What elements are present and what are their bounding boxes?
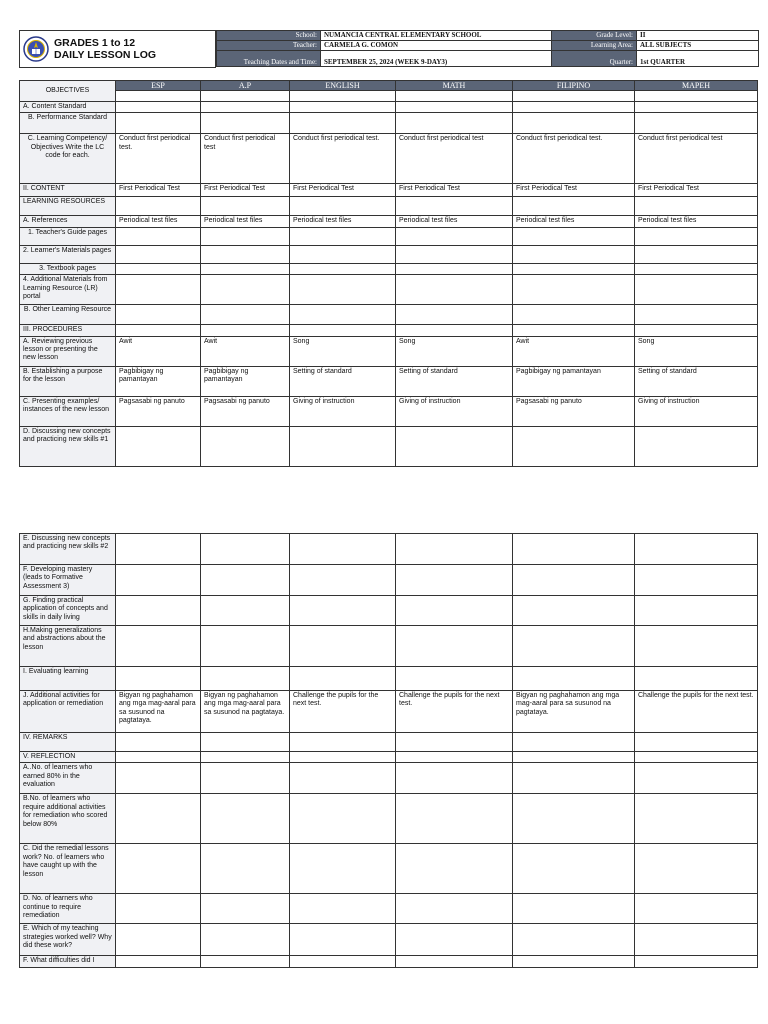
table-row — [20, 184, 758, 197]
document-title — [54, 37, 156, 61]
cell-ap: Pagsasabi ng panuto — [201, 396, 290, 426]
cell-english: Song — [290, 336, 396, 366]
cell-ap — [201, 667, 290, 691]
table-row — [20, 667, 758, 691]
cell-esp — [116, 763, 201, 794]
grade-level-value: II — [637, 31, 759, 41]
row-label: II. CONTENT — [20, 184, 116, 197]
cell-math: Song — [396, 336, 513, 366]
row-label: 3. Textbook pages — [20, 263, 116, 274]
cell-mapeh — [635, 245, 758, 263]
cell-english — [290, 844, 396, 894]
cell-filipino — [513, 197, 635, 216]
cell-mapeh: Challenge the pupils for the next test. — [635, 691, 758, 733]
cell-mapeh — [635, 667, 758, 691]
quarter-label: Quarter: — [552, 51, 637, 67]
subject-header-mapeh: MAPEH — [635, 81, 758, 91]
cell-filipino — [513, 325, 635, 336]
cell-ap — [201, 426, 290, 466]
cell-ap — [201, 102, 290, 113]
cell-esp — [116, 956, 201, 967]
table-row — [20, 197, 758, 216]
cell-filipino — [513, 426, 635, 466]
header-title-box — [19, 30, 216, 68]
cell-filipino: First Periodical Test — [513, 184, 635, 197]
cell-filipino — [513, 263, 635, 274]
cell-ap — [201, 113, 290, 134]
header-meta-table — [216, 30, 759, 67]
cell-english — [290, 733, 396, 752]
cell-filipino — [513, 227, 635, 245]
table-row — [20, 245, 758, 263]
cell-mapeh — [635, 956, 758, 967]
cell-esp: Pagsasabi ng panuto — [116, 396, 201, 426]
cell-filipino — [513, 102, 635, 113]
cell-ap — [201, 305, 290, 325]
cell-esp — [116, 894, 201, 924]
cell-mapeh — [635, 626, 758, 667]
cell-esp: Pagbibigay ng pamantayan — [116, 366, 201, 396]
cell-filipino — [513, 626, 635, 667]
table-row — [20, 113, 758, 134]
cell-filipino — [513, 894, 635, 924]
cell-math — [396, 426, 513, 466]
school-value: NUMANCIA CENTRAL ELEMENTARY SCHOOL — [321, 31, 552, 41]
cell-ap — [201, 325, 290, 336]
cell-mapeh — [635, 325, 758, 336]
table-row — [20, 227, 758, 245]
cell-math — [396, 197, 513, 216]
blank-under-header-row — [20, 91, 758, 102]
cell-math — [396, 752, 513, 763]
learning-area-value: ALL SUBJECTS — [637, 41, 759, 51]
cell-mapeh — [635, 102, 758, 113]
school-label: School: — [217, 31, 321, 41]
table-row — [20, 752, 758, 763]
cell-filipino — [513, 794, 635, 844]
cell-english — [290, 227, 396, 245]
cell-math: Periodical test files — [396, 216, 513, 227]
cell-math — [396, 534, 513, 565]
table-row — [20, 691, 758, 733]
table-row — [20, 366, 758, 396]
row-label: E. Discussing new concepts and practicing new skills #2 — [20, 534, 116, 565]
cell-mapeh — [635, 794, 758, 844]
cell-ap — [201, 534, 290, 565]
subject-header-esp: ESP — [116, 81, 201, 91]
cell-english — [290, 565, 396, 596]
cell-mapeh — [635, 227, 758, 245]
cell-mapeh: Setting of standard — [635, 366, 758, 396]
cell-esp — [116, 325, 201, 336]
blank-cell — [116, 91, 201, 102]
cell-esp: Awit — [116, 336, 201, 366]
cell-filipino — [513, 113, 635, 134]
cell-esp — [116, 102, 201, 113]
table-row — [20, 596, 758, 626]
cell-esp — [116, 733, 201, 752]
cell-filipino — [513, 534, 635, 565]
cell-math — [396, 733, 513, 752]
cell-math — [396, 227, 513, 245]
cell-esp — [116, 626, 201, 667]
cell-mapeh: Conduct first periodical test — [635, 134, 758, 184]
table-row — [20, 263, 758, 274]
title-line-2: DAILY LESSON LOG — [54, 49, 157, 61]
cell-esp — [116, 305, 201, 325]
cell-ap — [201, 626, 290, 667]
cell-mapeh — [635, 752, 758, 763]
cell-mapeh: Giving of instruction — [635, 396, 758, 426]
cell-ap — [201, 733, 290, 752]
blank-cell — [396, 91, 513, 102]
cell-math — [396, 956, 513, 967]
cell-esp — [116, 924, 201, 956]
cell-english — [290, 197, 396, 216]
cell-english — [290, 102, 396, 113]
row-label: J. Additional activities for application or remediation — [20, 691, 116, 733]
cell-english: Periodical test files — [290, 216, 396, 227]
cell-filipino — [513, 752, 635, 763]
cell-math: Challenge the pupils for the next test. — [396, 691, 513, 733]
cell-english — [290, 325, 396, 336]
row-label: LEARNING RESOURCES — [20, 197, 116, 216]
row-label: B. Establishing a purpose for the lesson — [20, 366, 116, 396]
cell-ap — [201, 752, 290, 763]
cell-esp — [116, 534, 201, 565]
table-row — [20, 305, 758, 325]
subject-header-row — [20, 81, 758, 91]
cell-esp — [116, 752, 201, 763]
cell-esp — [116, 426, 201, 466]
table-row — [20, 216, 758, 227]
table-row — [20, 325, 758, 336]
cell-filipino — [513, 305, 635, 325]
cell-math — [396, 924, 513, 956]
cell-filipino: Conduct first periodical test. — [513, 134, 635, 184]
table-row — [20, 763, 758, 794]
cell-filipino: Pagbibigay ng pamantayan — [513, 366, 635, 396]
row-label: IV. REMARKS — [20, 733, 116, 752]
cell-mapeh — [635, 844, 758, 894]
deped-seal-icon — [23, 36, 49, 62]
cell-esp — [116, 794, 201, 844]
row-label: A. Reviewing previous lesson or presenting the new lesson — [20, 336, 116, 366]
cell-mapeh: Song — [635, 336, 758, 366]
table-row — [20, 956, 758, 967]
cell-filipino — [513, 844, 635, 894]
cell-esp — [116, 245, 201, 263]
cell-esp — [116, 263, 201, 274]
cell-ap — [201, 894, 290, 924]
cell-ap — [201, 197, 290, 216]
cell-math — [396, 844, 513, 894]
cell-mapeh — [635, 113, 758, 134]
cell-english — [290, 752, 396, 763]
row-label: E. Which of my teaching strategies worked well? Why did these work? — [20, 924, 116, 956]
cell-mapeh — [635, 275, 758, 305]
cell-math — [396, 565, 513, 596]
cell-filipino — [513, 245, 635, 263]
cell-math — [396, 667, 513, 691]
cell-math: Giving of instruction — [396, 396, 513, 426]
cell-math: First Periodical Test — [396, 184, 513, 197]
lesson-log-table-part-1 — [19, 80, 758, 467]
learning-area-label: Learning Area: — [552, 41, 637, 51]
cell-english — [290, 763, 396, 794]
cell-ap — [201, 794, 290, 844]
blank-cell — [635, 91, 758, 102]
cell-filipino: Awit — [513, 336, 635, 366]
cell-ap: Bigyan ng paghahamon ang mga mag-aaral para sa susunod na pagtataya. — [201, 691, 290, 733]
table-row — [20, 534, 758, 565]
meta-row-school — [217, 31, 759, 41]
cell-ap — [201, 763, 290, 794]
blank-cell — [201, 91, 290, 102]
cell-ap: First Periodical Test — [201, 184, 290, 197]
table-row — [20, 102, 758, 113]
cell-english — [290, 426, 396, 466]
cell-esp — [116, 113, 201, 134]
row-label: H.Making generalizations and abstractions about the lesson — [20, 626, 116, 667]
cell-ap — [201, 924, 290, 956]
cell-math — [396, 626, 513, 667]
cell-filipino — [513, 763, 635, 794]
row-label: I. Evaluating learning — [20, 667, 116, 691]
lesson-log-table-part-2 — [19, 533, 758, 968]
cell-math — [396, 596, 513, 626]
cell-english — [290, 305, 396, 325]
cell-math — [396, 263, 513, 274]
subject-header-ap: A.P — [201, 81, 290, 91]
cell-english — [290, 956, 396, 967]
row-label: A..No. of learners who earned 80% in the evaluation — [20, 763, 116, 794]
row-label: V. REFLECTION — [20, 752, 116, 763]
quarter-value: 1st QUARTER — [637, 51, 759, 67]
cell-esp — [116, 667, 201, 691]
objectives-header: OBJECTIVES — [20, 81, 116, 102]
cell-english — [290, 534, 396, 565]
meta-row-dates — [217, 51, 759, 67]
table-row — [20, 924, 758, 956]
cell-esp — [116, 596, 201, 626]
row-label: D. No. of learners who continue to require remediation — [20, 894, 116, 924]
row-label: B. Other Learning Resource — [20, 305, 116, 325]
cell-filipino: Periodical test files — [513, 216, 635, 227]
cell-ap: Pagbibigay ng pamantayan — [201, 366, 290, 396]
cell-math — [396, 102, 513, 113]
cell-english — [290, 275, 396, 305]
cell-math: Setting of standard — [396, 366, 513, 396]
cell-english: Giving of instruction — [290, 396, 396, 426]
cell-mapeh: Periodical test files — [635, 216, 758, 227]
dates-value: SEPTEMBER 25, 2024 (WEEK 9-DAY3) — [321, 51, 552, 67]
cell-esp: Conduct first periodical test. — [116, 134, 201, 184]
cell-filipino — [513, 667, 635, 691]
cell-mapeh — [635, 894, 758, 924]
cell-filipino — [513, 596, 635, 626]
table-row — [20, 794, 758, 844]
cell-english — [290, 596, 396, 626]
table-row — [20, 275, 758, 305]
table-row — [20, 134, 758, 184]
cell-english — [290, 794, 396, 844]
row-label: B. Performance Standard — [20, 113, 116, 134]
cell-english: First Periodical Test — [290, 184, 396, 197]
cell-english — [290, 263, 396, 274]
cell-mapeh — [635, 565, 758, 596]
subject-header-math: MATH — [396, 81, 513, 91]
subject-header-english: ENGLISH — [290, 81, 396, 91]
cell-filipino: Bigyan ng paghahamon ang mga mag-aaral para sa susunod na pagtataya. — [513, 691, 635, 733]
grade-level-label: Grade Level: — [552, 31, 637, 41]
cell-ap — [201, 844, 290, 894]
cell-english: Conduct first periodical test. — [290, 134, 396, 184]
cell-mapeh: First Periodical Test — [635, 184, 758, 197]
cell-math — [396, 305, 513, 325]
cell-esp — [116, 197, 201, 216]
teacher-value: CARMELA G. COMON — [321, 41, 552, 51]
blank-cell — [513, 91, 635, 102]
cell-mapeh — [635, 763, 758, 794]
cell-english — [290, 626, 396, 667]
row-label: A. Content Standard — [20, 102, 116, 113]
cell-mapeh — [635, 596, 758, 626]
cell-filipino — [513, 956, 635, 967]
blank-cell — [290, 91, 396, 102]
cell-math — [396, 113, 513, 134]
cell-mapeh — [635, 733, 758, 752]
cell-ap: Awit — [201, 336, 290, 366]
cell-english — [290, 924, 396, 956]
cell-mapeh — [635, 197, 758, 216]
cell-math — [396, 763, 513, 794]
cell-filipino — [513, 924, 635, 956]
cell-english: Setting of standard — [290, 366, 396, 396]
cell-mapeh — [635, 924, 758, 956]
cell-mapeh — [635, 534, 758, 565]
table-row — [20, 844, 758, 894]
cell-filipino — [513, 275, 635, 305]
cell-esp — [116, 844, 201, 894]
cell-ap — [201, 263, 290, 274]
cell-esp — [116, 227, 201, 245]
cell-english — [290, 113, 396, 134]
cell-english — [290, 245, 396, 263]
row-label: G. Finding practical application of concepts and skills in daily living — [20, 596, 116, 626]
cell-ap — [201, 565, 290, 596]
table-row — [20, 565, 758, 596]
cell-ap: Periodical test files — [201, 216, 290, 227]
cell-math — [396, 794, 513, 844]
cell-filipino: Pagsasabi ng panuto — [513, 396, 635, 426]
cell-esp: Bigyan ng paghahamon ang mga mag-aaral para sa susunod na pagtataya. — [116, 691, 201, 733]
cell-mapeh — [635, 263, 758, 274]
cell-math — [396, 894, 513, 924]
table-row — [20, 336, 758, 366]
cell-esp: Periodical test files — [116, 216, 201, 227]
cell-ap: Conduct first periodical test — [201, 134, 290, 184]
cell-math: Conduct first periodical test — [396, 134, 513, 184]
row-label: F. Developing mastery (leads to Formative Assessment 3) — [20, 565, 116, 596]
cell-ap — [201, 227, 290, 245]
cell-filipino — [513, 565, 635, 596]
cell-esp: First Periodical Test — [116, 184, 201, 197]
cell-filipino — [513, 733, 635, 752]
cell-ap — [201, 956, 290, 967]
cell-english — [290, 894, 396, 924]
table-row — [20, 894, 758, 924]
meta-row-teacher — [217, 41, 759, 51]
dates-label: Teaching Dates and Time: — [217, 51, 321, 67]
row-label: 4. Additional Materials from Learning Resource (LR) portal — [20, 275, 116, 305]
row-label: A. References — [20, 216, 116, 227]
cell-english — [290, 667, 396, 691]
row-label: D. Discussing new concepts and practicing new skills #1 — [20, 426, 116, 466]
title-line-1: GRADES 1 to 12 — [54, 37, 136, 49]
row-label: 1. Teacher's Guide pages — [20, 227, 116, 245]
cell-math — [396, 275, 513, 305]
row-label: F. What difficulties did I — [20, 956, 116, 967]
cell-ap — [201, 596, 290, 626]
table-row — [20, 733, 758, 752]
cell-mapeh — [635, 305, 758, 325]
row-label: 2. Learner's Materials pages — [20, 245, 116, 263]
cell-english: Challenge the pupils for the next test. — [290, 691, 396, 733]
row-label: B.No. of learners who require additional activities for remediation who scored below 80% — [20, 794, 116, 844]
cell-esp — [116, 275, 201, 305]
row-label: C. Learning Competency/ Objectives Write the LC code for each. — [20, 134, 116, 184]
cell-math — [396, 325, 513, 336]
table-row — [20, 626, 758, 667]
cell-math — [396, 245, 513, 263]
cell-ap — [201, 245, 290, 263]
row-label: C. Did the remedial lessons work? No. of learners who have caught up with the lesson — [20, 844, 116, 894]
table-row — [20, 396, 758, 426]
teacher-label: Teacher: — [217, 41, 321, 51]
subject-header-filipino: FILIPINO — [513, 81, 635, 91]
table-row — [20, 426, 758, 466]
cell-esp — [116, 565, 201, 596]
cell-mapeh — [635, 426, 758, 466]
row-label: C. Presenting examples/ instances of the new lesson — [20, 396, 116, 426]
cell-ap — [201, 275, 290, 305]
row-label: III. PROCEDURES — [20, 325, 116, 336]
